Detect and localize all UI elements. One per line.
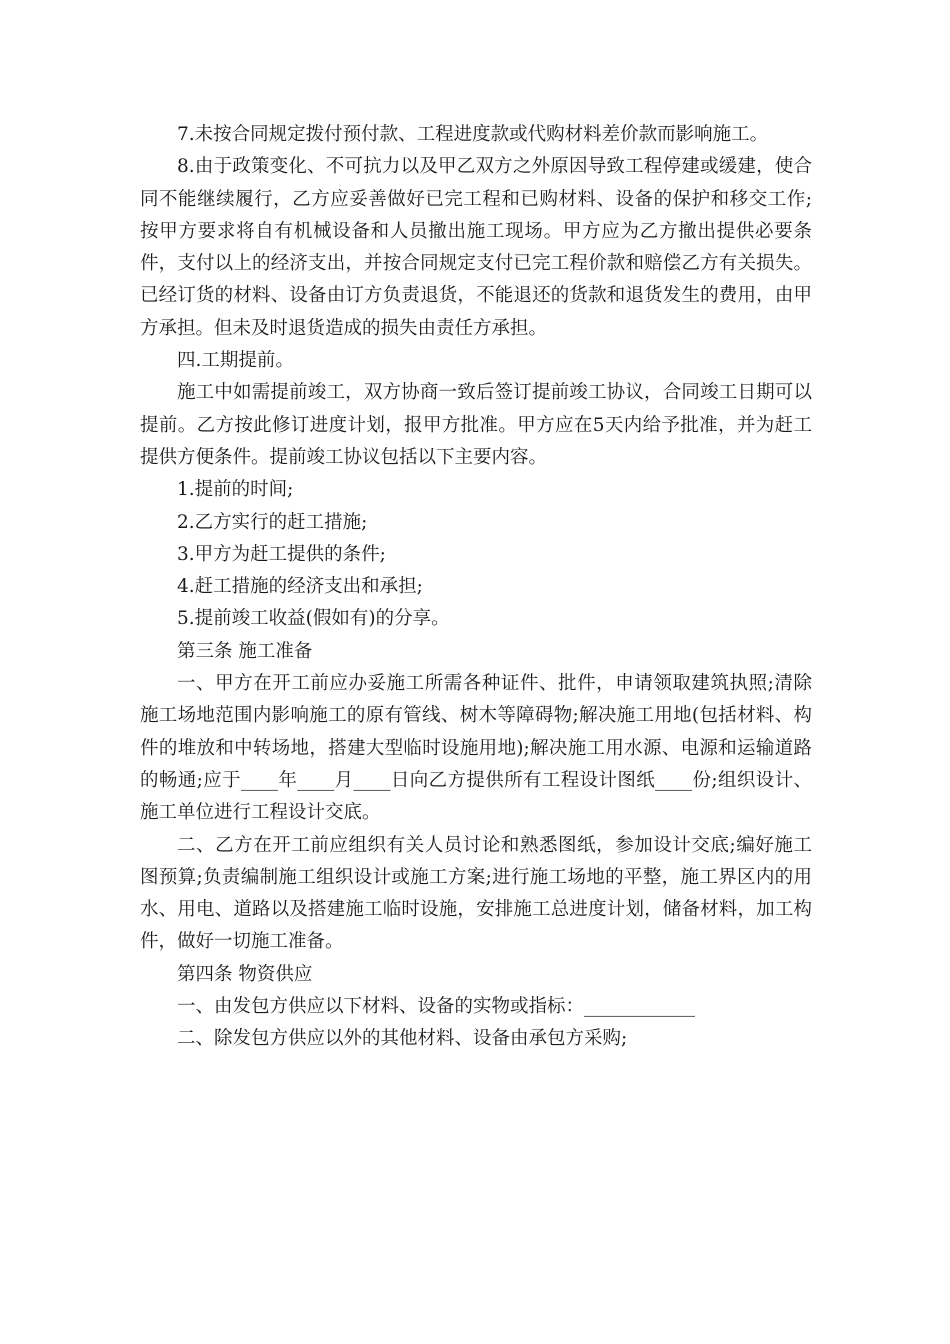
paragraph-party-a-prep: 一、甲方在开工前应办妥施工所需各种证件、批件，申请领取建筑执照;清除施工场地范围内影响施工的原有管线、树木等障碍物;解决施工用地(包括材料、构件的堆放和中转场地，搭建大型临时设施用地);解决施工用水源、电源和运输道路的畅通;应于____年____月____日向乙方提供所有工程设计图纸____份;组织设计、施工单位进行工程设计交底。	[140, 673, 812, 824]
paragraph-party-b-prep: 二、乙方在开工前应组织有关人员讨论和熟悉图纸，参加设计交底;编好施工图预算;负责编制施工组织设计或施工方案;进行施工场地的平整，施工界区内的用水、用电、道路以及搭建施工临时设施，安排施工总进度计划，储备材料，加工构件，做好一切施工准备。	[140, 834, 812, 953]
article-heading-4: 第四条 物资供应	[177, 963, 313, 985]
paragraph-item-7: 7.未按合同规定拨付预付款、工程进度款或代购材料差价款而影响施工。	[177, 124, 769, 145]
list-item-2: 2.乙方实行的赶工措施;	[177, 511, 368, 533]
paragraph-supply-2: 二、除发包方供应以外的其他材料、设备由承包方采购;	[177, 1028, 628, 1050]
paragraph-supply-1: 一、由发包方供应以下材料、设备的实物或指标：____________	[177, 996, 696, 1018]
list-item-5: 5.提前竣工收益(假如有)的分享。	[177, 608, 450, 630]
section-heading-schedule-advance: 四.工期提前。	[177, 350, 294, 372]
article-heading-3: 第三条 施工准备	[177, 640, 313, 662]
list-item-4: 4.赶工措施的经济支出和承担;	[177, 576, 423, 598]
paragraph-item-8: 8.由于政策变化、不可抗力以及甲乙双方之外原因导致工程停建或缓建，使合同不能继续履行，乙方应妥善做好已完工程和已购材料、设备的保护和移交工作;按甲方要求将自有机械设备和人员撤出施工现场。甲方应为乙方撤出提供必要条件，支付以上的经济支出，并按合同规定支付已完工程价款和赔偿乙方有关损失。已经订货的材料、设备由订方负责退货，不能退还的货款和退货发生的费用，由甲方承担。但未及时退货造成的损失由责任方承担。	[140, 156, 812, 339]
document-body	[140, 119, 812, 1056]
paragraph-early-completion: 施工中如需提前竣工，双方协商一致后签订提前竣工协议，合同竣工日期可以提前。乙方按此修订进度计划，报甲方批准。甲方应在5天内给予批准，并为赶工提供方便条件。提前竣工协议包括以下主要内容。	[140, 382, 812, 468]
list-item-3: 3.甲方为赶工提供的条件;	[177, 543, 386, 565]
list-item-1: 1.提前的时间;	[177, 479, 294, 501]
